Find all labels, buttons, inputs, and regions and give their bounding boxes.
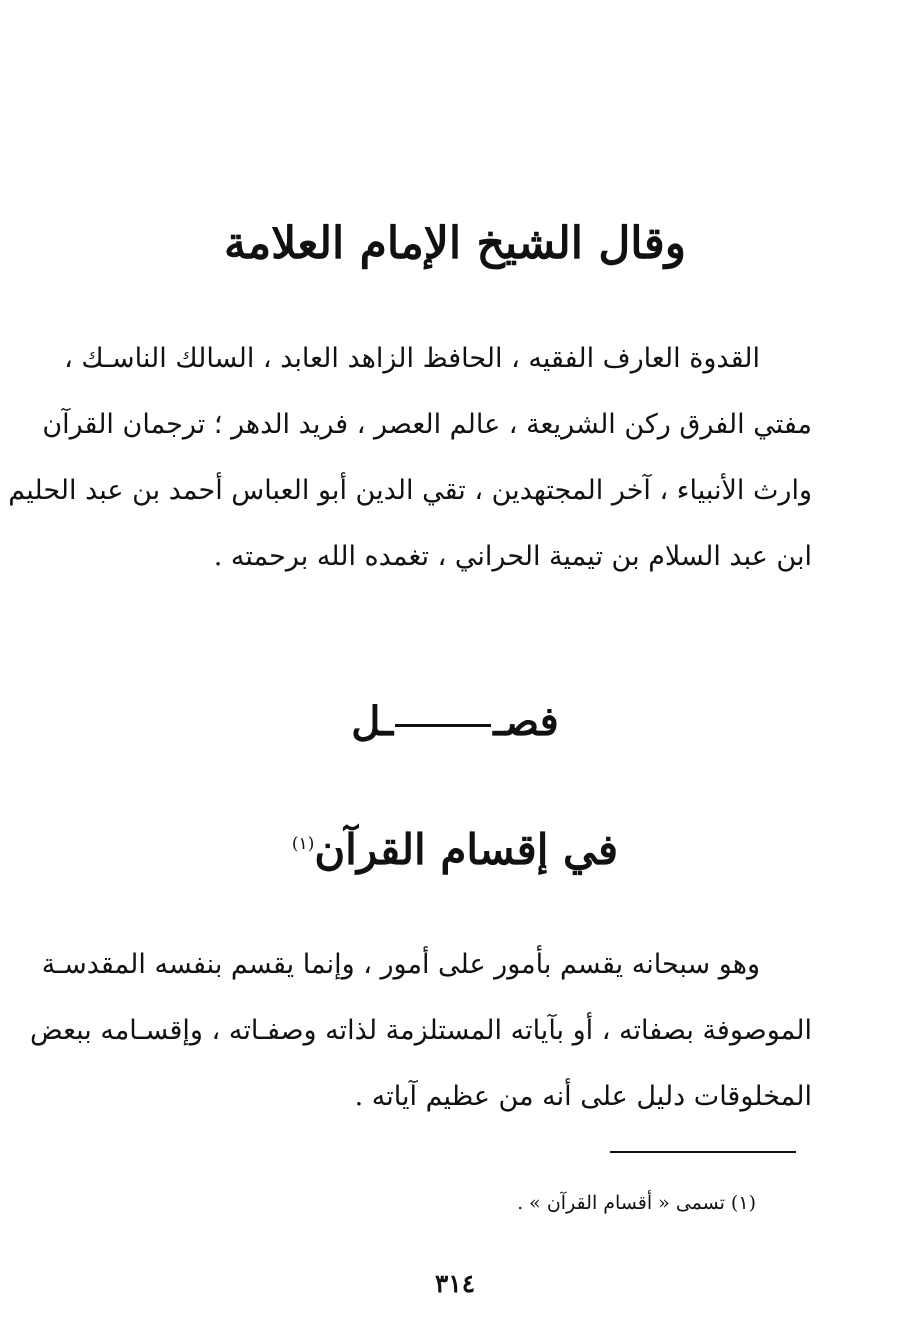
body-paragraph <box>30 932 812 1130</box>
body-line-1: وهو سبحانه يقسم بأمور على أمور ، وإنما يقسم بنفسه المقدسـة <box>41 949 760 980</box>
fasl-kashida-stroke <box>395 724 491 727</box>
intro-line-4: ابن عبد السلام بن تيمية الحراني ، تغمده الله برحمته . <box>213 541 812 572</box>
body-line-2: الموصوفة بصفاته ، أو بآياته المستلزمة لذاته وصفـاته ، وإقسـامه ببعض <box>30 1015 812 1046</box>
intro-line-1: القدوة العارف الفقيه ، الحافظ الزاهد العابد ، السالك الناسـك ، <box>64 343 760 374</box>
footnote: (١) تسمى « أقسام القرآن » . <box>517 1192 756 1214</box>
fasl-start: فصـ <box>493 698 559 745</box>
chapter-title <box>0 812 910 882</box>
footnote-marker: (١) <box>291 834 315 854</box>
footnote-divider <box>610 1151 796 1153</box>
intro-line-2: مفتي الفرق ركن الشريعة ، عالم العصر ، فريد الدهر ؛ ترجمان القرآن <box>42 409 812 440</box>
page-number: ٣١٤ <box>434 1269 476 1298</box>
intro-line-3: وارث الأنبياء ، آخر المجتهدين ، تقي الدين أبو العباس أحمد بن عبد الحليم <box>8 475 812 506</box>
section-heading: وقال الشيخ الإمام العلامة <box>224 218 686 269</box>
body-line-3: المخلوقات دليل على أنه من عظيم آياته . <box>354 1081 812 1112</box>
chapter-title-text: في إقسام القرآن <box>314 825 619 874</box>
intro-paragraph <box>8 326 812 590</box>
fasl-heading <box>0 692 910 752</box>
fasl-end: ـل <box>351 698 394 745</box>
